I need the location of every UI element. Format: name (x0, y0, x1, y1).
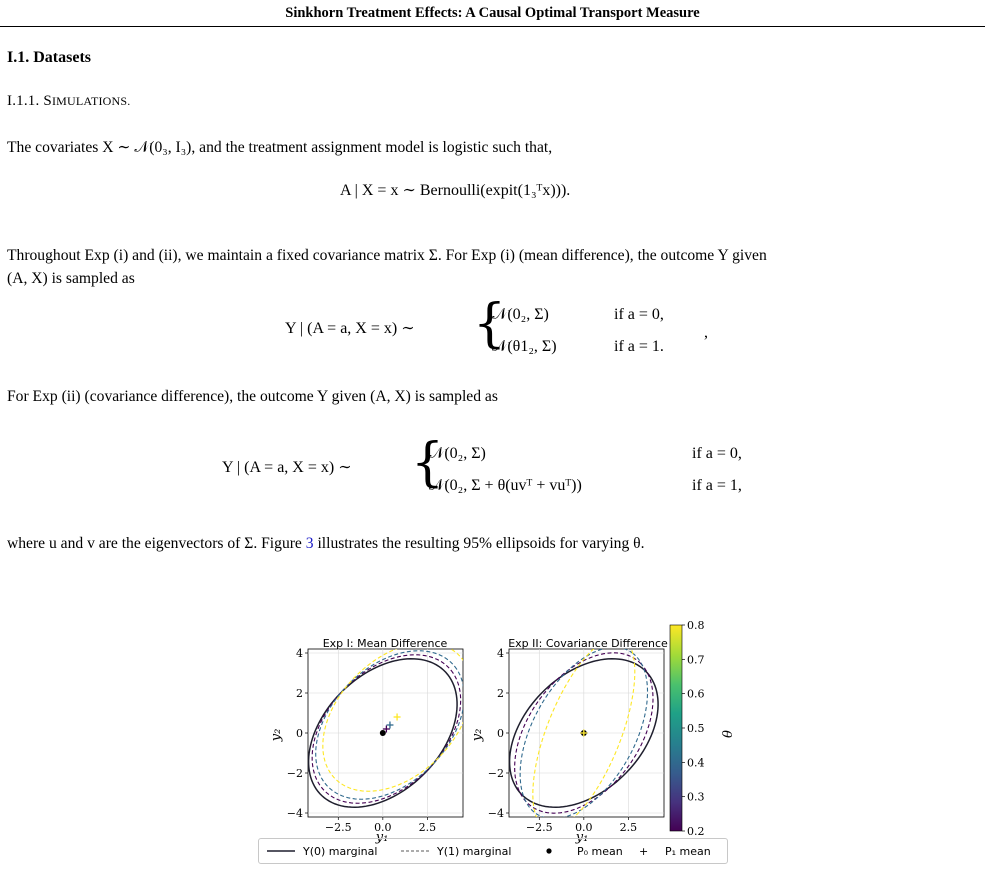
tick-label-y: −4 (487, 807, 504, 820)
legend-plus-marker: + (639, 845, 649, 858)
tick-label-x: −2.5 (525, 821, 553, 834)
legend-y0: Y(0) marginal (303, 845, 378, 858)
panel2-xlabel: y₁ (575, 830, 589, 845)
equation-treatment-model: A | X = x ∼ Bernoulli(expit(1₃ᵀx))). (340, 182, 571, 199)
tick-label-y: 2 (497, 687, 504, 700)
colorbar (670, 619, 733, 838)
colorbar-label: θ (718, 730, 733, 738)
colorbar-tick-label: 0.6 (687, 687, 705, 701)
tick-label-y: 0 (296, 727, 303, 740)
paragraph-covariates: The covariates X ∼ 𝒩(0₃, I₃), and the treatment assignment model is logistic such that, (7, 139, 553, 156)
eq3-brace: { (411, 433, 445, 493)
tick-label-y: 0 (497, 727, 504, 740)
eq3-cond2: if a = 1, (692, 477, 742, 494)
p0-mean-marker (380, 730, 386, 736)
header-rule (0, 26, 985, 27)
eq2-lhs: Y | (A = a, X = x) ∼ (285, 320, 415, 337)
panel2-ylabel: y₂ (470, 728, 485, 742)
panel1-ellipses (309, 643, 472, 807)
panel2-title: Exp II: Covariance Difference (508, 637, 668, 650)
section-number: I.1. (7, 49, 30, 66)
p4-prefix: where u and v are the eigenvectors of Σ. Figure (7, 535, 306, 552)
eq3-lhs: Y | (A = a, X = x) ∼ (222, 459, 352, 476)
tick-label-y: −4 (286, 807, 303, 820)
tick-label-y: −2 (286, 767, 303, 780)
colorbar-tick-label: 0.5 (687, 722, 705, 735)
eq2-cond1: if a = 0, (614, 306, 664, 323)
colorbar-gradient (670, 625, 682, 831)
eq2-cond2: if a = 1. (614, 338, 664, 355)
legend-p0: P₀ mean (577, 845, 623, 858)
panel1-ylabel: y₂ (269, 728, 284, 742)
figure-legend (258, 838, 728, 864)
colorbar-tick-label: 0.7 (687, 653, 705, 667)
legend-p1: P₁ mean (665, 845, 711, 858)
tick-label-y: 4 (497, 647, 504, 660)
panel-mean-difference (269, 637, 471, 845)
figure-link[interactable]: 3 (305, 535, 314, 552)
legend-svg (259, 839, 727, 863)
tick-label-x: 0.0 (575, 821, 593, 834)
eq2-trailing-comma: , (704, 324, 708, 341)
tick-label-x: −2.5 (324, 821, 352, 834)
eq3-cond1: if a = 0, (692, 445, 742, 462)
tick-label-y: −2 (487, 767, 504, 780)
ellipsoid-figure (262, 596, 742, 866)
section-heading (7, 49, 91, 67)
colorbar-tick-label: 0.2 (687, 825, 705, 838)
subsection-number: I.1.1. (7, 93, 40, 109)
section-title: Datasets (33, 49, 91, 66)
running-header (0, 0, 985, 26)
tick-label-x: 0.0 (374, 821, 392, 834)
panel-covariance-difference (470, 637, 668, 845)
p4-suffix: illustrates the resulting 95% ellipsoids for varying θ. (313, 535, 645, 552)
legend-dot-marker (546, 848, 551, 853)
tick-label-y: 2 (296, 687, 303, 700)
tick-label-y: 4 (296, 647, 303, 660)
eq2-brace: { (473, 294, 507, 354)
colorbar-ticks (682, 619, 705, 838)
panel1-title: Exp I: Mean Difference (322, 637, 448, 650)
eq2-case1: 𝒩(0₂, Σ) (492, 306, 549, 323)
eq2-case2: 𝒩(θ1₂, Σ) (492, 338, 557, 355)
panel1-xlabel: y₁ (375, 830, 389, 845)
paragraph-exp1-line2: (A, X) is sampled as (7, 270, 135, 287)
paragraph-exp2: For Exp (ii) (covariance difference), the outcome Y given (A, X) is sampled as (7, 388, 498, 405)
subsection-heading (7, 93, 130, 110)
tick-label-x: 2.5 (418, 821, 437, 834)
running-title: Sinkhorn Treatment Effects: A Causal Optimal Transport Measure (285, 5, 700, 21)
subsection-title-rest: IMULATIONS. (51, 94, 131, 108)
legend-y1: Y(1) marginal (437, 845, 512, 858)
eq3-case1: 𝒩(0₂, Σ) (429, 445, 486, 462)
paragraph-figure-reference (7, 532, 645, 555)
colorbar-tick-label: 0.4 (687, 756, 705, 770)
eq3-case2: 𝒩(0₂, Σ + θ(uvᵀ + vuᵀ)) (429, 477, 582, 494)
tick-label-x: 2.5 (619, 821, 638, 834)
colorbar-tick-label: 0.3 (687, 790, 705, 804)
subsection-title-first: S (43, 93, 52, 109)
colorbar-tick-label: 0.8 (687, 619, 705, 632)
paragraph-exp1-line1: Throughout Exp (i) and (ii), we maintain a fixed covariance matrix Σ. For Exp (i) (mean difference), the outcome Y given (7, 247, 767, 264)
